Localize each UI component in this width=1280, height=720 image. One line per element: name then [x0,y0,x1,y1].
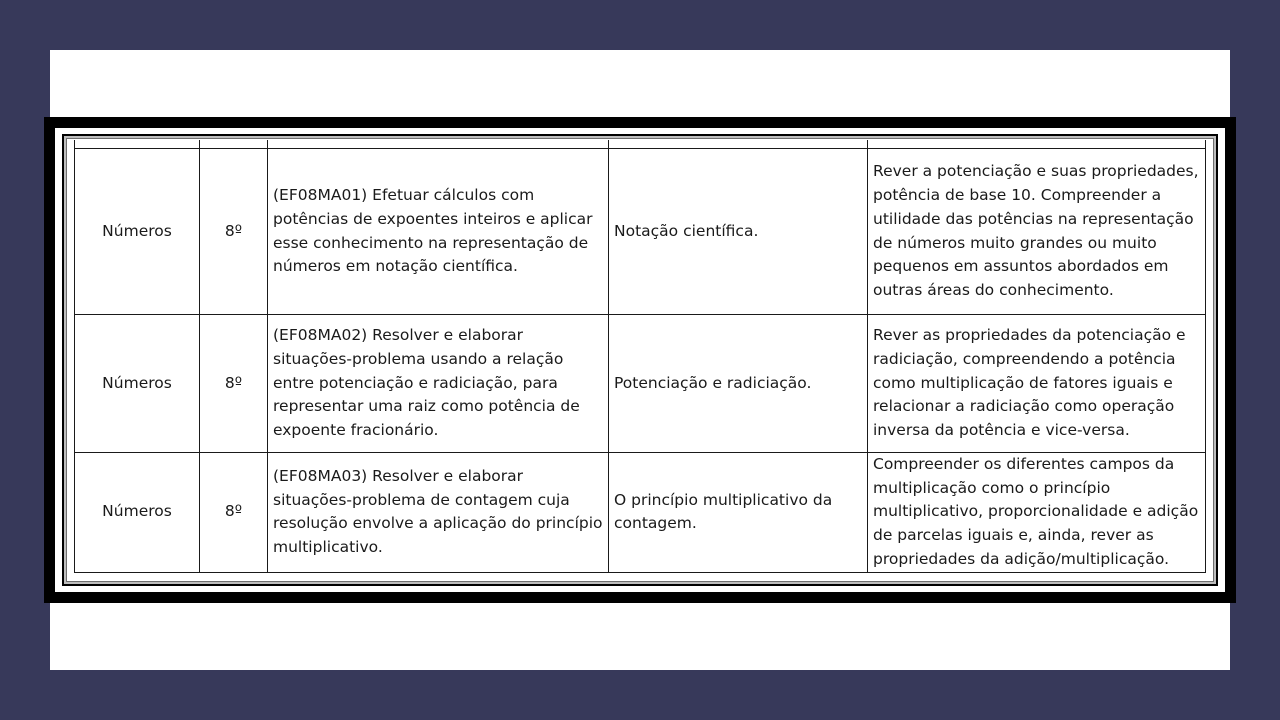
curriculum-table [74,140,1206,573]
guidance-cell: Rever as propriedades da potenciação e radiciação, compreendendo a potência como multiplicação de fatores iguais e relacionar a radiciação como operação inversa da potência e vice-versa. [868,315,1206,453]
guidance-cell: Rever a potenciação e suas propriedades, potência de base 10. Compreender a utilidade das potências na representação de números muito grandes ou muito pequenos em assuntos abordados em outras áreas do conhecimento. [868,149,1206,315]
grade-cell: 8º [200,453,268,573]
unit-cell: Números [75,315,200,453]
table-row [75,149,1206,315]
table-row [75,315,1206,453]
grade-cell: 8º [200,149,268,315]
table-header-stub [75,140,1206,149]
grade-cell: 8º [200,315,268,453]
unit-cell: Números [75,149,200,315]
knowledge-object-cell: Potenciação e radiciação. [609,315,868,453]
guidance-cell: Compreender os diferentes campos da multiplicação como o princípio multiplicativo, proporcionalidade e adição de parcelas iguais e, ainda, rever as propriedades da adição/multiplicação. [868,453,1206,573]
skill-cell: (EF08MA02) Resolver e elaborar situações-problema usando a relação entre potenciação e radiciação, para representar uma raiz como potência de expoente fracionário. [268,315,609,453]
unit-cell: Números [75,453,200,573]
skill-cell: (EF08MA03) Resolver e elaborar situações-problema de contagem cuja resolução envolve a aplicação do princípio multiplicativo. [268,453,609,573]
table-row [75,453,1206,573]
knowledge-object-cell: O princípio multiplicativo da contagem. [609,453,868,573]
knowledge-object-cell: Notação científica. [609,149,868,315]
skill-cell: (EF08MA01) Efetuar cálculos com potências de expoentes inteiros e aplicar esse conhecimento na representação de números em notação científica. [268,149,609,315]
